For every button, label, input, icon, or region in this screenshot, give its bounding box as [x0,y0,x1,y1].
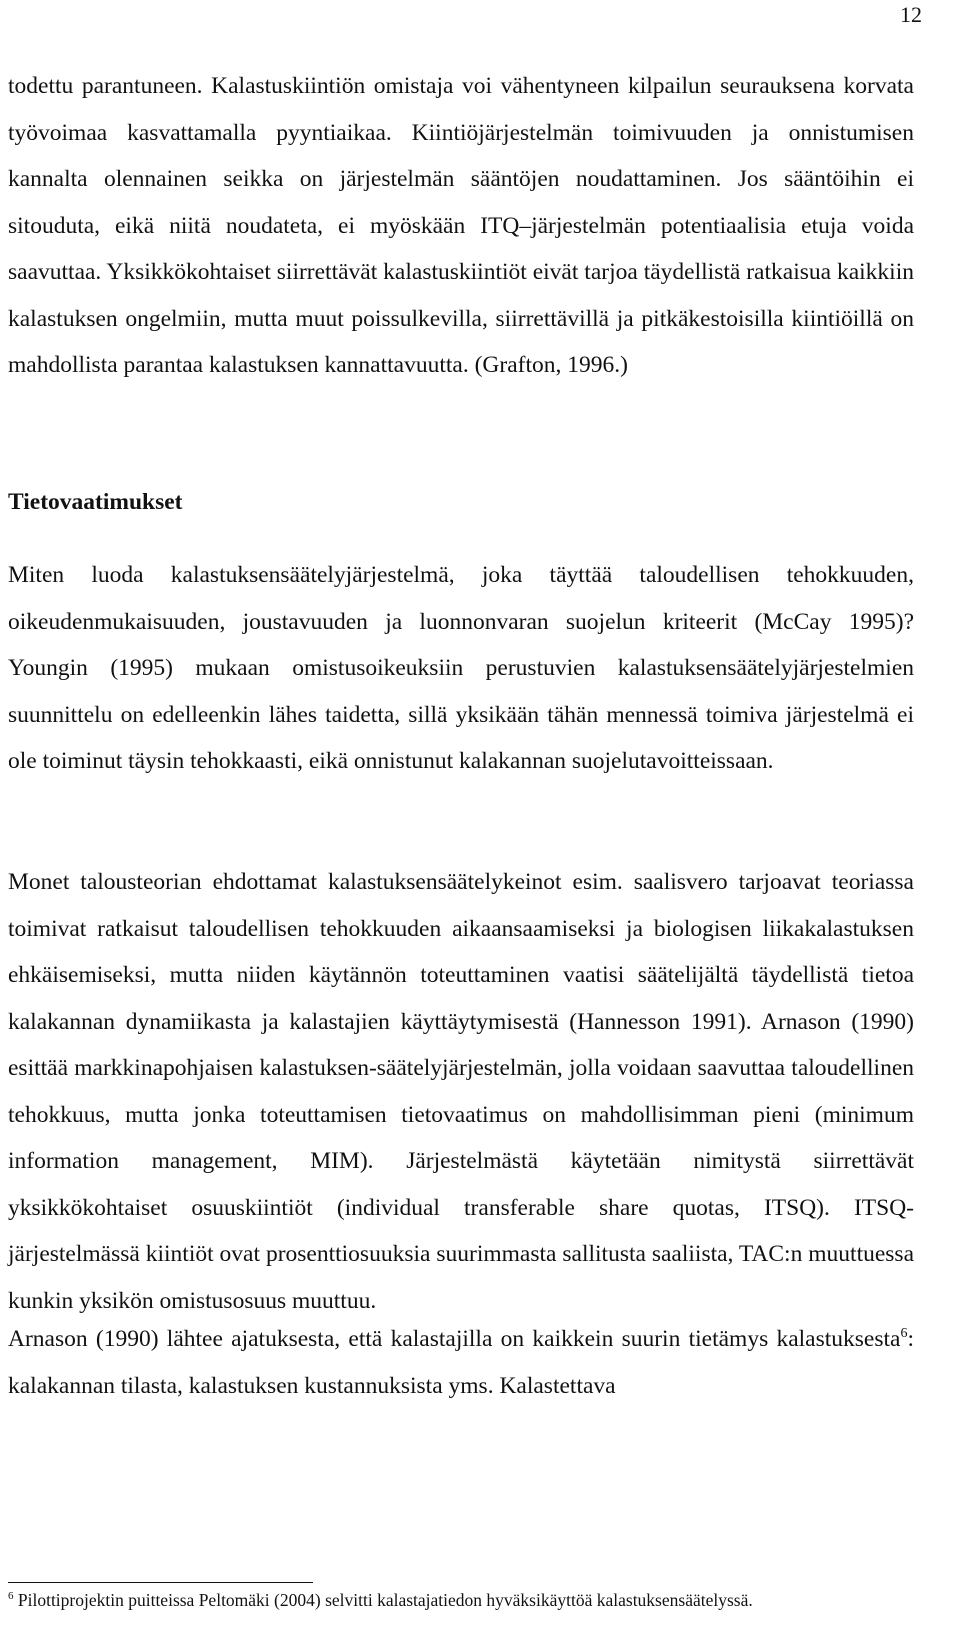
section-heading-tietovaatimukset: Tietovaatimukset [8,489,183,515]
footnote [8,1588,914,1612]
paragraph-text-end: : kalakannan tilasta, kalastuksen kustannuksista yms. Kalastettava [8,1326,914,1399]
footnote-marker: 6 [8,1590,14,1603]
page-number: 12 [900,2,922,27]
paragraph-regulation-question: Miten luoda kalastuksensäätelyjärjestelmä, joka täyttää taloudellisen tehokkuuden, oikeudenmukaisuuden, joustavuuden ja luonnonvaran suojelun kriteerit (McCay 1995)? Youngin (1995) mukaan omistusoikeuksiin perustuvien kalastuksensäätelyjärjestelmien suunnittelu on edelleenkin lähes taidetta, sillä yksikään tähän mennessä toimiva järjestelmä ei ole toiminut täysin tehokkaasti, eikä onnistunut kalakannan suojelutavoitteissaan. [8,562,914,774]
paragraph-text-start: Arnason (1990) lähtee ajatuksesta, että kalastajilla on kaikkein suurin tietämys kalastuksesta [8,1326,901,1352]
footnote-separator [8,1582,313,1583]
paragraph-economic-instruments: Monet talousteorian ehdottamat kalastuksensäätelykeinot esim. saalisvero tarjoavat teoriassa toimivat ratkaisut taloudellisen tehokkuuden aikaansaamiseksi ja biologisen liikakalastuksen ehkäisemiseksi, mutta niiden käytännön toteuttaminen vaatisi säätelijältä täydellistä tietoa kalakannan dynamiikasta ja kalastajien käyttäytymisestä (Hannesson 1991). Arnason (1990) esittää markkinapohjaisen kalastuksen-säätelyjärjestelmän, jolla voidaan saavuttaa taloudellinen tehokkuus, mutta jonka toteuttamisen tietovaatimus on mahdollisimman pieni (minimum information management, MIM). Järjestelmästä käytetään nimitystä siirrettävät yksikkökohtaiset osuuskiintiöt (individual transferable share quotas, ITSQ). ITSQ-järjestelmässä kiintiöt ovat prosenttiosuuksia suurimmasta sallitusta saaliista, TAC:n muuttuessa kunkin yksikön omistusosuus muuttuu. [8,869,914,1314]
footnote-text: Pilottiprojektin puitteissa Peltomäki (2004) selvitti kalastajatiedon hyväksikäyttöä kalastuksensäätelyssä. [13,1590,753,1610]
paragraph-itq-conclusion: todettu parantuneen. Kalastuskiintiön omistaja voi vähentyneen kilpailun seurauksena korvata työvoimaa kasvattamalla pyyntiaikaa. Kiintiöjärjestelmän toimivuuden ja onnistumisen kannalta olennainen seikka on järjestelmän sääntöjen noudattaminen. Jos sääntöihin ei sitouduta, eikä niitä noudateta, ei myöskään ITQ–järjestelmän potentiaalisia etuja voida saavuttaa. Yksikkökohtaiset siirrettävät kalastuskiintiöt eivät tarjoa täydellistä ratkaisua kaikkiin kalastuksen ongelmiin, mutta muut poissulkevilla, siirrettävillä ja pitkäkestoisilla kiintiöillä on mahdollista parantaa kalastuksen kannattavuutta. (Grafton, 1996.) [8,73,914,378]
paragraph-arnason-knowledge [8,1316,914,1409]
footnote-reference: 6 [900,1326,908,1342]
